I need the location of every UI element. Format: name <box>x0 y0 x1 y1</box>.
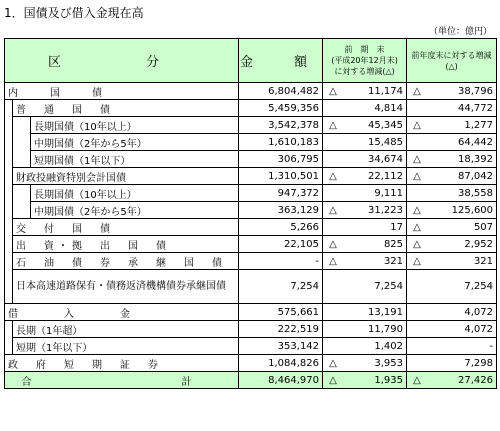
change-period-cell: 7,254 <box>323 270 407 304</box>
change-fy-cell: △ 507 <box>407 219 497 236</box>
change-fy-cell: △ 1,277 <box>407 117 497 134</box>
table-row <box>5 253 497 270</box>
table-row <box>5 134 497 151</box>
change-period-cell: 4,814 <box>323 100 407 117</box>
row-label: 短期国債（1年以下） <box>31 151 239 168</box>
table-row <box>5 117 497 134</box>
change-fy-cell: - <box>407 338 497 355</box>
row-label: 借 入 金 <box>5 304 239 321</box>
change-period-cell: △ 321 <box>323 253 407 270</box>
table-row <box>5 100 497 117</box>
change-period-cell: 13,191 <box>323 304 407 321</box>
table-row <box>5 151 497 168</box>
change-fy-cell: △ 2,952 <box>407 236 497 253</box>
amount-cell: 7,254 <box>239 270 323 304</box>
debt-table <box>4 38 497 389</box>
row-label: 政 府 短 期 証 券 <box>5 355 239 372</box>
table-row <box>5 168 497 185</box>
row-label: 石 油 債 券 承 継 国 債 <box>13 253 239 270</box>
amount-cell: 363,129 <box>239 202 323 219</box>
row-label: 長期（1年超） <box>13 321 239 338</box>
table-row <box>5 202 497 219</box>
amount-cell: 1,084,826 <box>239 355 323 372</box>
amount-cell: 5,266 <box>239 219 323 236</box>
change-fy-cell: △ 125,600 <box>407 202 497 219</box>
change-fy-cell: 38,558 <box>407 185 497 202</box>
header-change-prev-fy: 前年度末に対する増減(△) <box>407 39 497 83</box>
change-period-cell: 15,485 <box>323 134 407 151</box>
change-fy-cell: 4,072 <box>407 321 497 338</box>
row-label: 出 資・拠 出 国 債 <box>13 236 239 253</box>
table-row <box>5 355 497 372</box>
table-row <box>5 236 497 253</box>
amount-cell: 1,610,183 <box>239 134 323 151</box>
header-category: 区 分 <box>5 39 239 83</box>
change-period-cell: △ 31,223 <box>323 202 407 219</box>
total-change-fy-cell: △ 27,426 <box>407 372 497 389</box>
row-label: 内 国 債 <box>5 83 239 100</box>
total-label: 合 計 <box>5 372 239 389</box>
total-change-period-cell: △ 1,935 <box>323 372 407 389</box>
row-label: 長期国債（10年以上） <box>31 185 239 202</box>
row-label: 財政投融資特別会計国債 <box>13 168 239 185</box>
table-row <box>5 338 497 355</box>
unit-label: （単位：億円） <box>428 27 492 37</box>
amount-cell: 306,795 <box>239 151 323 168</box>
row-label: 中期国債（2年から5年） <box>31 202 239 219</box>
total-row <box>5 372 497 389</box>
table-row <box>5 270 497 304</box>
amount-cell: - <box>239 253 323 270</box>
change-period-cell: 9,111 <box>323 185 407 202</box>
change-fy-cell: 64,442 <box>407 134 497 151</box>
change-fy-cell: △ 18,392 <box>407 151 497 168</box>
table-row <box>5 321 497 338</box>
amount-cell: 222,519 <box>239 321 323 338</box>
amount-cell: 3,542,378 <box>239 117 323 134</box>
row-label: 長期国債（10年以上） <box>31 117 239 134</box>
decrease-marker: △ <box>413 85 421 97</box>
row-label: 中期国債（2年から5年） <box>31 134 239 151</box>
change-period-cell: 11,790 <box>323 321 407 338</box>
table-row <box>5 219 497 236</box>
table-row <box>5 83 497 100</box>
change-period-cell: 34,674 <box>323 151 407 168</box>
total-amount-cell: 8,464,970 <box>239 372 323 389</box>
header-amount: 金 額 <box>239 39 323 83</box>
change-fy-cell: △ 321 <box>407 253 497 270</box>
row-label: 普 通 国 債 <box>13 100 239 117</box>
change-period-cell: △ 45,345 <box>323 117 407 134</box>
amount-cell: 947,372 <box>239 185 323 202</box>
change-fy-cell: △ 38,796 <box>407 83 497 100</box>
change-period-cell: 17 <box>323 219 407 236</box>
change-period-cell: △ 825 <box>323 236 407 253</box>
amount-cell: 1,310,501 <box>239 168 323 185</box>
change-period-cell: △ 22,112 <box>323 168 407 185</box>
amount-cell: 5,459,356 <box>239 100 323 117</box>
decrease-marker: △ <box>329 85 337 97</box>
amount-cell: 353,142 <box>239 338 323 355</box>
amount-cell: 6,804,482 <box>239 83 323 100</box>
change-fy-cell: 7,254 <box>407 270 497 304</box>
table-row <box>5 304 497 321</box>
table-row <box>5 185 497 202</box>
header-change-prev-period: 前 期 末 (平成20年12月末) に対する増減(△) <box>323 39 407 83</box>
row-label: 短期（1年以下） <box>13 338 239 355</box>
row-label: 日本高速道路保有・債務返済機構債券承継国債 <box>13 270 239 304</box>
change-fy-cell: 44,772 <box>407 100 497 117</box>
table-header-row <box>5 39 497 83</box>
change-period-cell: △ 3,953 <box>323 355 407 372</box>
change-fy-cell: △ 87,042 <box>407 168 497 185</box>
amount-cell: 22,105 <box>239 236 323 253</box>
change-period-cell: △ 11,174 <box>323 83 407 100</box>
change-fy-cell: 4,072 <box>407 304 497 321</box>
change-fy-cell: 7,298 <box>407 355 497 372</box>
change-period-cell: 1,402 <box>323 338 407 355</box>
page-title: 1．国債及び借入金現在高 <box>4 6 144 20</box>
row-label: 交 付 国 債 <box>13 219 239 236</box>
amount-cell: 575,661 <box>239 304 323 321</box>
